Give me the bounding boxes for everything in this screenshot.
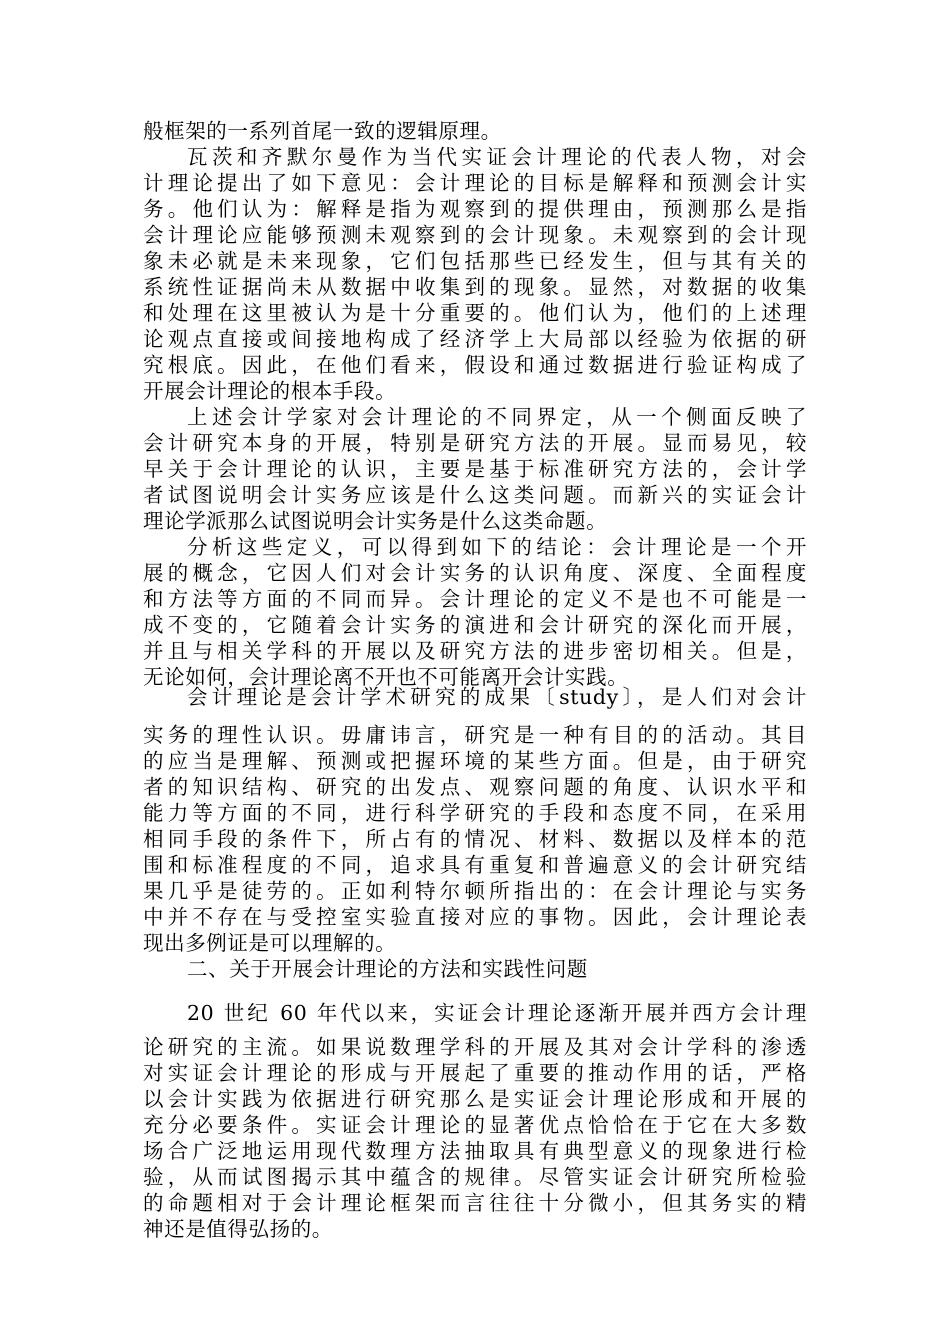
- text-line: 开展会计理论的根本手段。: [143, 379, 397, 403]
- paragraph-positive-theory-body: [143, 1034, 807, 1242]
- text-line: 并且与相关学科的开展以及研究方法的进步密切相关。但是，: [143, 639, 807, 663]
- text-line: 现出多例证是可以理解的。: [143, 931, 397, 955]
- text-line: 论研究的主流。如果说数理学科的开展及其对会计学科的渗透: [143, 1035, 807, 1059]
- paragraph-study-intro: [143, 684, 807, 710]
- text-line: 上述会计学家对会计理论的不同界定，从一个侧面反映了: [187, 405, 807, 429]
- text-line: 会计理论应能够预测未观察到的会计现象。未观察到的会计现: [143, 223, 807, 247]
- paragraph-definitions-reflection: [143, 404, 807, 534]
- paragraph-study-body: [143, 722, 807, 956]
- paragraph-watts-zimmerman: [143, 144, 807, 404]
- text-line: 般框架的一系列首尾一致的逻辑原理。: [143, 119, 502, 143]
- text-line: 的命题相对于会计理论框架而言往往十分微小，但其务实的精: [143, 1191, 807, 1215]
- text-line: 中并不存在与受控室实验直接对应的事物。因此，会计理论表: [143, 905, 807, 929]
- text-line: 分析这些定义，可以得到如下的结论：会计理论是一个开: [187, 535, 807, 559]
- text-line: 20 世纪 60 年代以来，实证会计理论逐渐开展并西方会计理: [187, 1001, 807, 1025]
- text-line: 场合广泛地运用现代数理方法抽取具有典型意义的现象进行检: [143, 1139, 807, 1163]
- text-line: 以会计实践为依据进行研究那么是实证会计理论形成和开展的: [143, 1087, 807, 1111]
- text-line: 会计研究本身的开展，特别是研究方法的开展。显而易见，较: [143, 431, 807, 455]
- text-line: 实务的理性认识。毋庸讳言，研究是一种有目的的活动。其目: [143, 723, 807, 747]
- text-line: 者的知识结构、研究的出发点、观察问题的角度、认识水平和: [143, 775, 807, 799]
- text-line: 者试图说明会计实务应该是什么这类问题。而新兴的实证会计: [143, 483, 807, 507]
- text-line: 论观点直接或间接地构成了经济学上大局部以经验为依据的研: [143, 327, 807, 351]
- paragraph-continuation: [143, 118, 807, 144]
- text-line: 展的概念，它因人们对会计实务的认识角度、深度、全面程度: [143, 561, 807, 585]
- text-line: 计理论提出了如下意见：会计理论的目标是解释和预测会计实: [143, 171, 807, 195]
- text-line: 围和标准程度的不同，追求具有重复和普遍意义的会计研究结: [143, 853, 807, 877]
- text-line: 会计理论是会计学术研究的成果〔study〕，是人们对会计: [187, 685, 807, 709]
- text-line: 充分必要条件。实证会计理论的显著优点恰恰在于它在大多数: [143, 1113, 807, 1137]
- text-line: 和方法等方面的不同而异。会计理论的定义不是也不可能是一: [143, 587, 807, 611]
- text-line: 能力等方面的不同，进行科学研究的手段和态度不同，在采用: [143, 801, 807, 825]
- text-line: 对实证会计理论的形成与开展起了重要的推动作用的话，严格: [143, 1061, 807, 1085]
- text-line: 象未必就是未来现象，它们包括那些已经发生，但与其有关的: [143, 249, 807, 273]
- text-line: 究根底。因此，在他们看来，假设和通过数据进行验证构成了: [143, 353, 807, 377]
- text-line: 的应当是理解、预测或把握环境的某些方面。但是，由于研究: [143, 749, 807, 773]
- paragraph-conclusion: [143, 534, 807, 690]
- text-line: 验，从而试图揭示其中蕴含的规律。尽管实证会计研究所检验: [143, 1165, 807, 1189]
- text-line: 和处理在这里被认为是十分重要的。他们认为，他们的上述理: [143, 301, 807, 325]
- text-line: 果几乎是徒劳的。正如利特尔顿所指出的：在会计理论与实务: [143, 879, 807, 903]
- text-line: 理论学派那么试图说明会计实务是什么这类命题。: [143, 509, 608, 533]
- paragraph-positive-theory-intro: [143, 1000, 807, 1026]
- text-line: 相同手段的条件下，所占有的情况、材料、数据以及样本的范: [143, 827, 807, 851]
- text-line: 无论如何，会计理论离不开也不可能离开会计实践。: [143, 665, 629, 689]
- section-heading: [143, 956, 807, 982]
- section-heading-text: 二、关于开展会计理论的方法和实践性问题: [187, 957, 588, 981]
- text-line: 早关于会计理论的认识，主要是基于标准研究方法的，会计学: [143, 457, 807, 481]
- text-line: 系统性证据尚未从数据中收集到的现象。显然，对数据的收集: [143, 275, 807, 299]
- text-line: 瓦茨和齐默尔曼作为当代实证会计理论的代表人物，对会: [187, 145, 807, 169]
- text-line: 神还是值得弘扬的。: [143, 1217, 333, 1241]
- text-line: 成不变的，它随着会计实务的演进和会计研究的深化而开展，: [143, 613, 807, 637]
- text-line: 务。他们认为：解释是指为观察到的提供理由，预测那么是指: [143, 197, 807, 221]
